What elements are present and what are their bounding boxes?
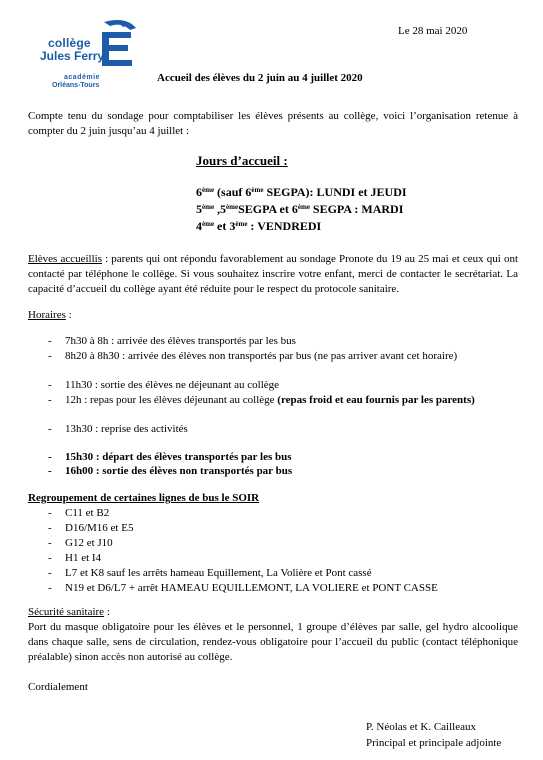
logo-college-text: collège (48, 36, 91, 50)
day-line-monday-thursday: 6ème (sauf 6ème SEGPA): LUNDI et JEUDI (196, 185, 407, 199)
letter-title: Accueil des élèves du 2 juin au 4 juillet 2020 (157, 72, 363, 84)
signature-roles: Principal et principale adjointe (366, 737, 502, 749)
day-line-tuesday: 5ème ,5èmeSEGPA et 6ème SEGPA : MARDI (196, 202, 404, 216)
eleves-paragraph: Elèves accueillis : parents qui ont répondu favorablement au sondage Pronote du 19 au 25 mai et ceux qui ont contacté par téléphone le collège. Si vous souhaitez inscrire votre enfant, merci de contacter le secrétariat. La capacité d’accueil du collège ayant été réduite pour le respect du protocole sanitaire. (28, 253, 519, 295)
signature-names: P. Néolas et K. Cailleaux (366, 721, 476, 733)
logo-name-text: Jules Ferry (40, 49, 105, 63)
eleves-label: Elèves accueillis (28, 253, 102, 265)
college-logo (40, 18, 140, 96)
logo-region-text: Orléans-Tours (52, 82, 100, 89)
logo-academie-text: académie (64, 74, 100, 81)
day-line-friday: 4ème et 3ème : VENDREDI (196, 219, 322, 233)
horaires-heading: Horaires : (28, 309, 72, 321)
bus-heading: Regroupement de certaines lignes de bus le SOIR (28, 492, 260, 504)
securite-paragraph: Port du masque obligatoire pour les élèves et le personnel, 1 groupe d’élèves par salle, gel hydro alcoolique dans chaque salle, sens de circulation, rendez-vous obligatoire pour l’accueil du public (contact téléphonique préalable) sinon accès non autorisé au collège. (28, 621, 518, 663)
letter-date: Le 28 mai 2020 (398, 25, 468, 37)
days-heading: Jours d’accueil : (196, 153, 288, 168)
intro-paragraph: Compte tenu du sondage pour comptabiliser les élèves présents au collège, voici l’organisation retenue à compter du 2 juin jusqu’au 4 juillet : (28, 110, 518, 137)
closing-text: Cordialement (28, 681, 88, 693)
securite-heading: Sécurité sanitaire : (28, 606, 110, 618)
